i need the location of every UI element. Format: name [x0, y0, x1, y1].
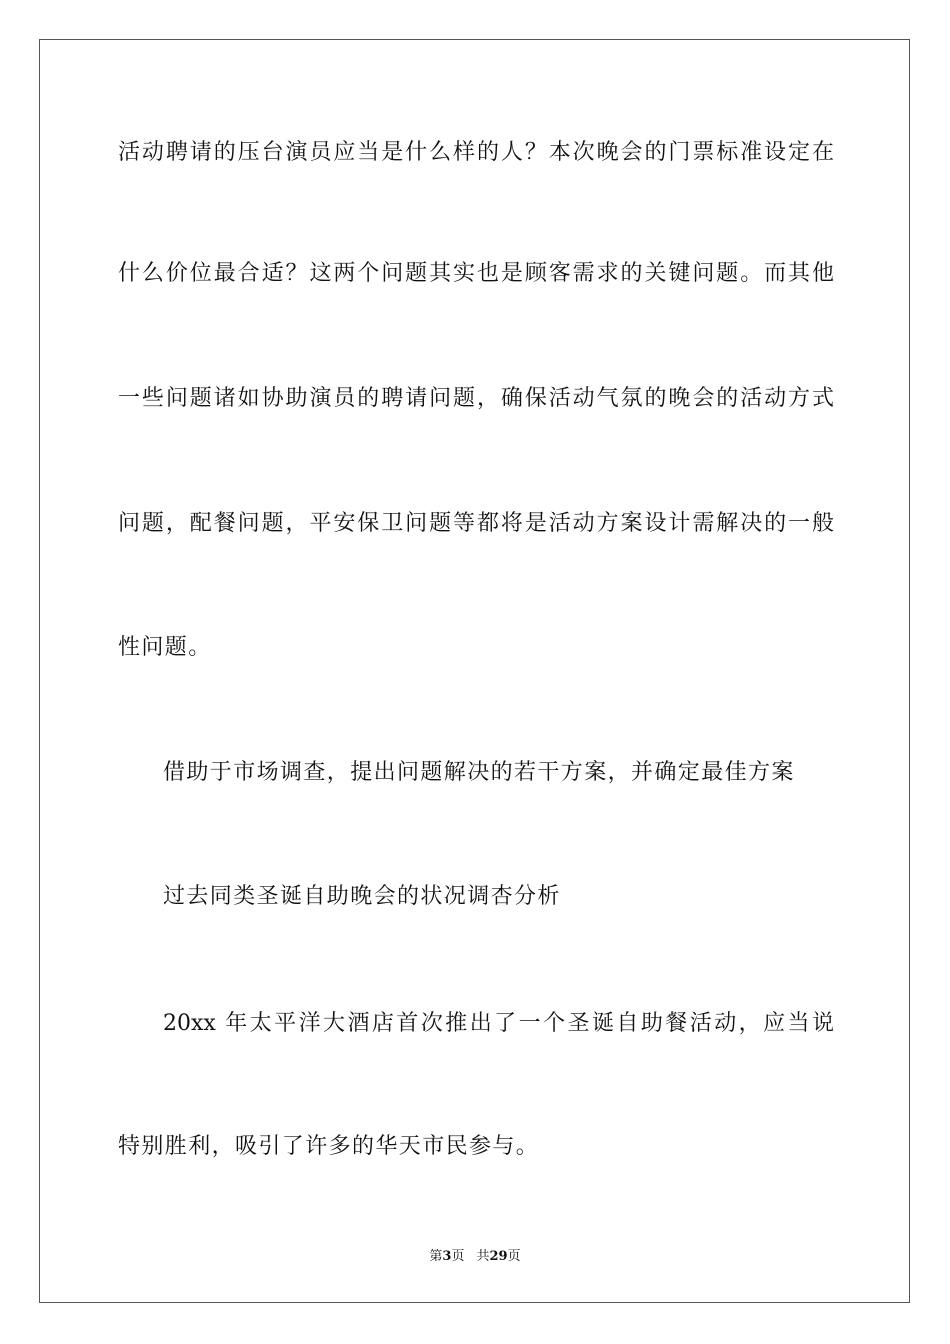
- footer-total-prefix: 共: [476, 1249, 490, 1264]
- footer-page-prefix: 第: [429, 1249, 443, 1264]
- body-text-line: 活动聘请的压台演员应当是什么样的人？本次晚会的门票标准设定在: [118, 140, 834, 165]
- body-text-line: 一些问题诸如协助演员的聘请问题，确保活动气氛的晚会的活动方式: [118, 386, 834, 411]
- body-text-line: 性问题。: [118, 635, 212, 660]
- footer-total-pages: 29: [489, 1249, 508, 1264]
- page-border: [39, 39, 910, 1303]
- footer-page-suffix: 页: [451, 1249, 465, 1264]
- body-text-line: 20xx 年太平洋大酒店首次推出了一个圣诞自助餐活动，应当说: [163, 1011, 834, 1036]
- footer-page-number: 3: [442, 1249, 452, 1264]
- footer-total-suffix: 页: [507, 1249, 521, 1264]
- section-heading: 过去同类圣诞自助晚会的状况调杏分析: [163, 884, 561, 909]
- section-heading: 借助于市场调查，提出问题解决的若干方案，并确定最佳方案: [163, 760, 795, 785]
- body-text-line: 问题，配餐问题，平安保卫问题等都将是活动方案设计需解决的一般: [118, 511, 834, 536]
- body-text-line: 什么价位最合适？这两个问题其实也是顾客需求的关键问题。而其他: [118, 261, 834, 286]
- page-footer: [0, 1248, 950, 1266]
- body-text-line: 特别胜利，吸引了许多的华天市民参与。: [118, 1134, 540, 1159]
